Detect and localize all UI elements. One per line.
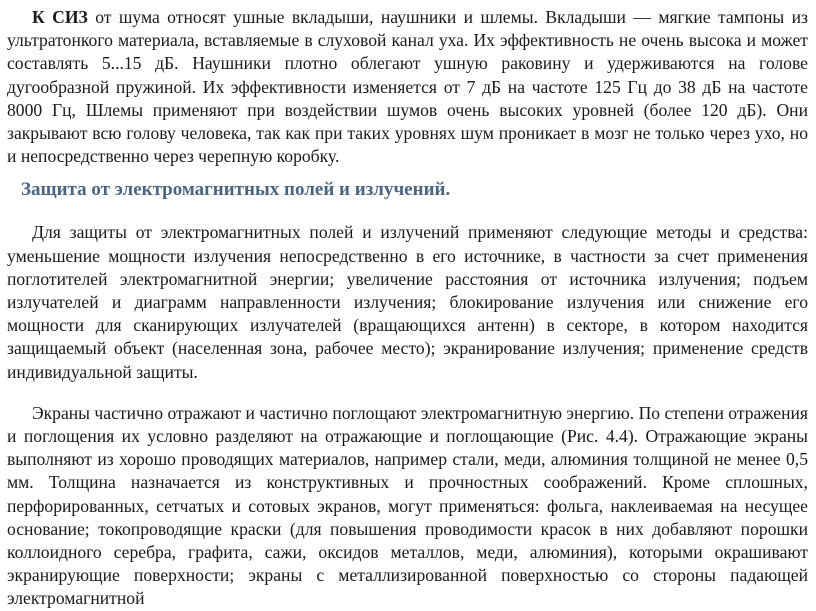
paragraph-em-protection-methods: Для защиты от электромагнитных полей и излучений применяют следующие методы и средства: уменьшение мощности излучения непосредственно в его источнике, в частности за счет применения поглотителей электромагнитной энергии; увеличение расстояния от источника излучения; подъем излучателей и диаграмм направленности излучения; блокирование излучения или снижение его мощности для сканирующих излучателей (вращающихся антенн) в секторе, в котором находится защищаемый объект (населенная зона, рабочее место); экранирование излучения; применение средств индивидуальной защиты. (7, 222, 808, 382)
paragraph-lead-term: К СИЗ (32, 7, 88, 27)
paragraph-hearing-protection (7, 6, 808, 168)
paragraph-screens: Экраны частично отражают и частично поглощают электромагнитную энергию. По степени отражения и поглощения их условно разделяют на отражающие и поглощающие (Рис. 4.4). Отражающие экраны выполняют из хорошо проводящих материалов, например стали, меди, алюминия толщиной не менее 0,5 мм. Толщина назначается из конструктивных и прочностных соображений. Кроме сплошных, перфорированных, сетчатых и сотовых экранов, могут применяться: фольга, наклеиваемая на несущее основание; токопроводящие краски (для повышения проводимости красок в них добавляют порошки коллоидного серебра, графита, сажи, оксидов металлов, меди, алюминия), которыми окрашивают экранирующие поверхности; экраны с металлизированной поверхностью со стороны падающей электромагнитной (7, 402, 808, 609)
paragraph-body-text: от шума относят ушные вкладыши, наушники и шлемы. Вкладыши — мягкие тампоны из ультратонкого материала, вставляемые в слуховой канал уха. Их эффективность не очень высока и может составлять 5...15 дБ. Наушники плотно облегают ушную раковину и удерживаются на голове дугообразной пружиной. Их эффективности изменяется от 7 дБ на частоте 125 Гц до 38 дБ на частоте 8000 Гц, Шлемы применяют при воздействии шумов очень высоких уровней (более 120 дБ). Они закрывают всю голову человека, так как при таких уровнях шум проникает в мозг не только через ухо, но и непосредственно через черепную коробку. (7, 7, 808, 167)
section-heading: Защита от электромагнитных полей и излучений. (21, 179, 451, 201)
